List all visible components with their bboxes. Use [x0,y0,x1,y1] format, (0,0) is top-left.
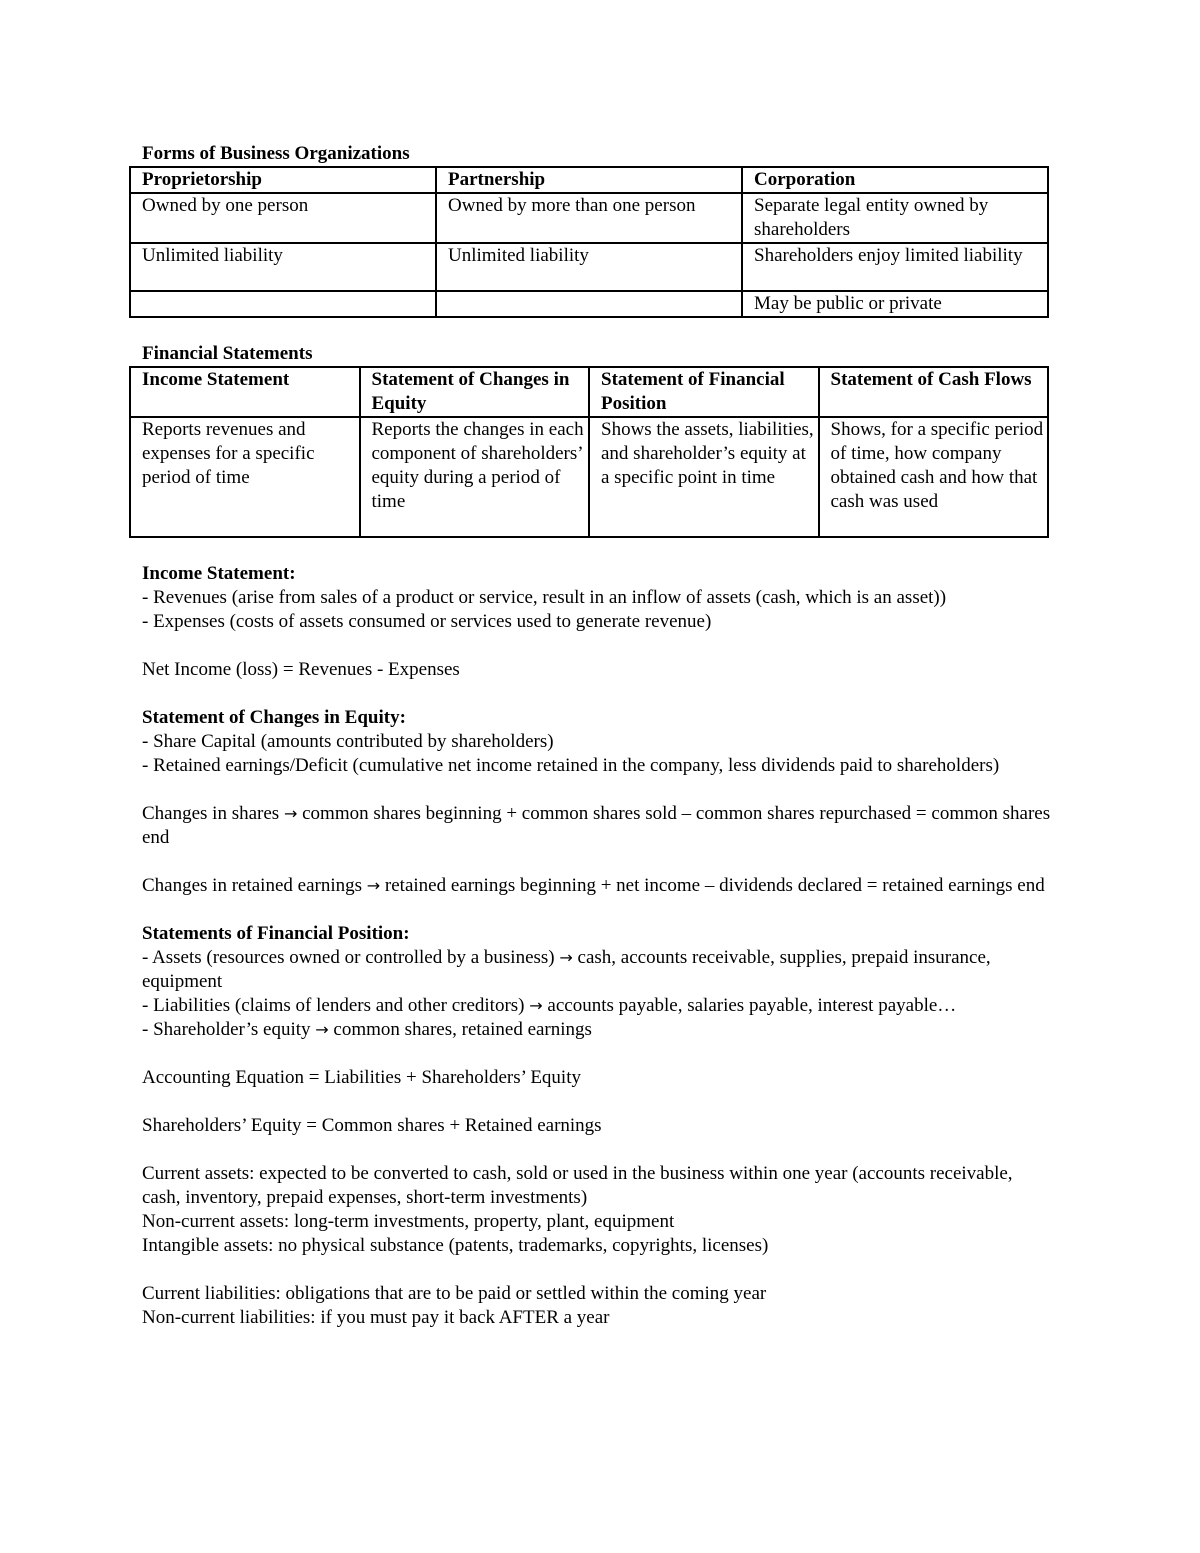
table-cell: Shows the assets, liabilities, and shareholder’s equity at a specific point in time [589,417,819,537]
business-forms-table [129,166,1049,318]
financial-statements-title: Financial Statements [142,343,313,364]
changes-in-shares [142,802,1052,850]
non-current-liabilities-line: Non-current liabilities: if you must pay it back AFTER a year [142,1307,610,1328]
right-arrow-icon: → [283,804,298,823]
right-arrow-icon: → [366,876,381,895]
financial-position-heading: Statements of Financial Position: [142,923,410,944]
changes-in-re-label: Changes in retained earnings [142,875,363,896]
equity-line-share-capital: - Share Capital (amounts contributed by shareholders) [142,731,554,752]
table-cell: Shows, for a specific period of time, how company obtained cash and how that cash was used [819,417,1049,537]
current-assets-line: Current assets: expected to be converted to cash, sold or used in the business within one year (accounts receivable, cash, inventory, prepaid expenses, short-term investments) [142,1163,1013,1208]
table-cell: Reports revenues and expenses for a specific period of time [130,417,360,537]
current-liabilities-line: Current liabilities: obligations that are to be paid or settled within the coming year [142,1283,767,1304]
table-cell [130,291,436,317]
table-header-row [130,367,1048,417]
header-cash-flows: Statement of Cash Flows [819,367,1049,417]
net-income-formula: Net Income (loss) = Revenues - Expenses [142,659,460,680]
table-row [130,243,1048,291]
header-partnership: Partnership [436,167,742,193]
header-financial-position: Statement of Financial Position [589,367,819,417]
income-line-expenses: - Expenses (costs of assets consumed or services used to generate revenue) [142,611,712,632]
table-row [130,417,1048,537]
assets-text: cash, accounts receivable, supplies, prepaid insurance, equipment [142,947,991,992]
right-arrow-icon: → [559,948,573,967]
table-cell: Unlimited liability [436,243,742,291]
header-changes-in-equity: Statement of Changes in Equity [360,367,590,417]
position-line-equity [142,1018,1052,1042]
table-row [130,193,1048,243]
position-line-assets [142,946,1052,994]
table-cell: Reports the changes in each component of shareholders’ equity during a period of time [360,417,590,537]
equity-heading: Statement of Changes in Equity: [142,707,406,728]
non-current-assets-line: Non-current assets: long-term investments, property, plant, equipment [142,1211,675,1232]
shareholders-equity-equation: Shareholders’ Equity = Common shares + Retained earnings [142,1115,602,1136]
intangible-assets-line: Intangible assets: no physical substance (patents, trademarks, copyrights, licenses) [142,1235,769,1256]
equity-text: common shares, retained earnings [333,1019,592,1040]
document-content [142,142,1052,1330]
table-cell: May be public or private [742,291,1048,317]
table-cell: Unlimited liability [130,243,436,291]
changes-in-retained-earnings [142,874,1052,898]
table-cell: Owned by one person [130,193,436,243]
changes-in-re-text: retained earnings beginning + net income – dividends declared = retained earnings end [384,875,1045,896]
income-line-revenues: - Revenues (arise from sales of a product or service, result in an inflow of assets (cash, which is an asset)) [142,587,947,608]
position-line-liabilities [142,994,1052,1018]
right-arrow-icon: → [529,996,543,1015]
accounting-equation: Accounting Equation = Liabilities + Shareholders’ Equity [142,1067,581,1088]
income-statement-heading: Income Statement: [142,563,296,584]
right-arrow-icon: → [315,1020,329,1039]
table-cell: Owned by more than one person [436,193,742,243]
table-header-row [130,167,1048,193]
header-income-statement: Income Statement [130,367,360,417]
table-cell: Separate legal entity owned by shareholders [742,193,1048,243]
equity-label: - Shareholder’s equity [142,1019,311,1040]
liabilities-label: - Liabilities (claims of lenders and other creditors) [142,995,525,1016]
forms-title: Forms of Business Organizations [142,143,410,164]
header-corporation: Corporation [742,167,1048,193]
liabilities-text: accounts payable, salaries payable, interest payable… [547,995,957,1016]
assets-label: - Assets (resources owned or controlled by a business) [142,947,555,968]
equity-line-retained-earnings: - Retained earnings/Deficit (cumulative net income retained in the company, less dividends paid to shareholders) [142,755,1000,776]
changes-in-shares-text: common shares beginning + common shares sold – common shares repurchased = common shares end [142,803,1051,848]
table-cell: Shareholders enjoy limited liability [742,243,1048,291]
financial-statements-table [129,366,1049,538]
changes-in-shares-label: Changes in shares [142,803,280,824]
header-proprietorship: Proprietorship [130,167,436,193]
table-cell [436,291,742,317]
table-row [130,291,1048,317]
